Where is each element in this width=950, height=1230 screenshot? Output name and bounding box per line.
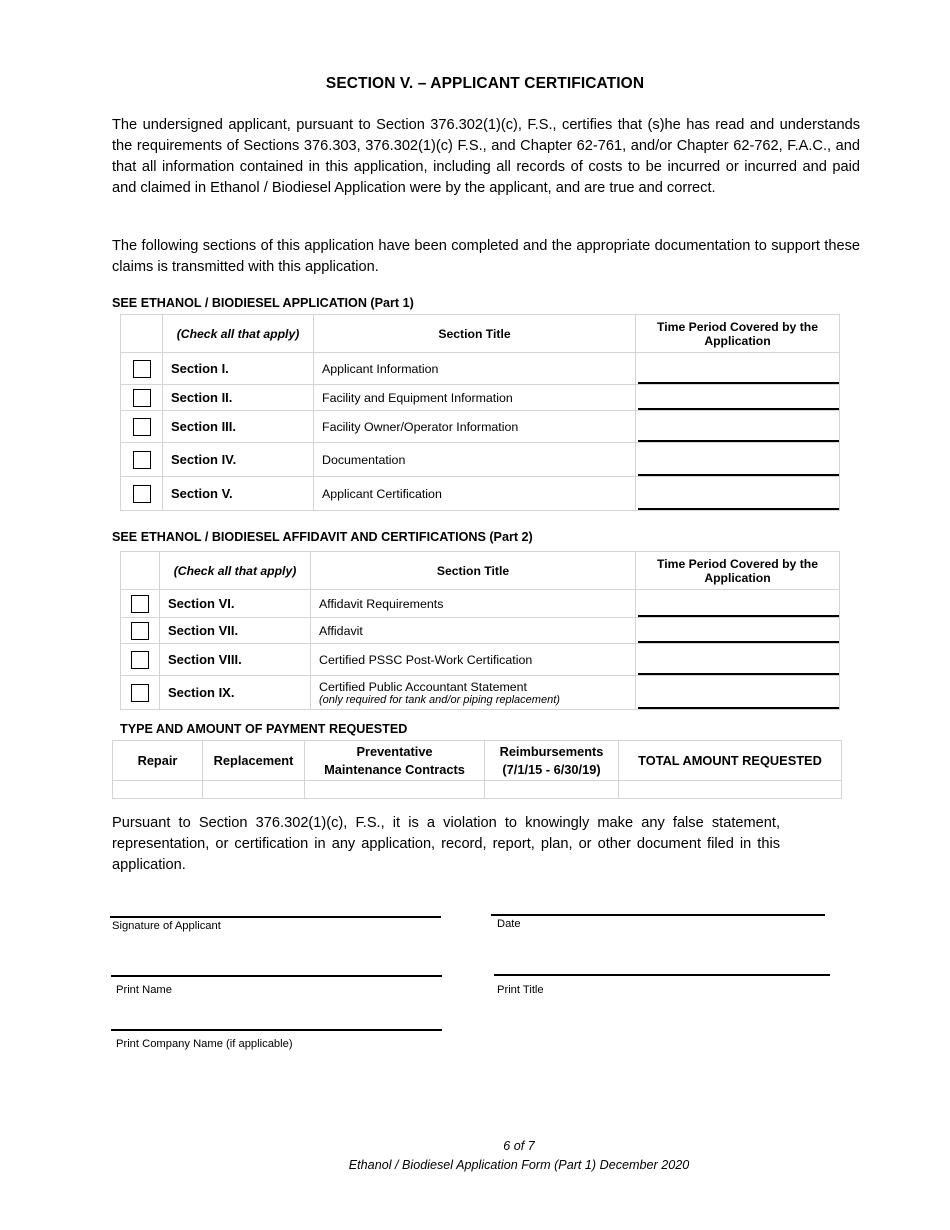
header-replacement: Replacement xyxy=(203,741,305,781)
part1-heading: SEE ETHANOL / BIODIESEL APPLICATION (Part 1) xyxy=(112,296,414,310)
section-title: Certified Public Accountant Statement xyxy=(319,679,528,694)
table-row xyxy=(121,676,840,710)
signature-line[interactable] xyxy=(110,916,441,918)
header-preventative-line1: Preventative xyxy=(356,743,433,759)
header-section-title: Section Title xyxy=(311,552,636,590)
section-label: Section IX. xyxy=(160,676,311,710)
section-title: Applicant Certification xyxy=(314,477,636,511)
date-line[interactable] xyxy=(491,914,825,916)
table-row xyxy=(121,411,840,443)
part1-header-row xyxy=(121,315,840,353)
company-name-label: Print Company Name (if applicable) xyxy=(116,1038,293,1050)
section-title: Certified PSSC Post-Work Certification xyxy=(311,644,636,676)
section-7-checkbox[interactable] xyxy=(131,622,149,640)
section-8-checkbox[interactable] xyxy=(131,651,149,669)
table-row xyxy=(121,644,840,676)
signature-label: Signature of Applicant xyxy=(112,920,221,932)
page-title: SECTION V. – APPLICANT CERTIFICATION xyxy=(325,75,645,92)
certification-paragraph: The undersigned applicant, pursuant to Section 376.302(1)(c), F.S., certifies that (s)he has read and understands the requirements of Sections 376.303, 376.302(1)(c) F.S., and Chapter 62-761, and/or Chapter 62-762, F.A.C., and that all information contained in this application, including all records of costs to be incurred or incurred and paid and claimed in Ethanol / Biodiesel Application were by the applicant, and are true and correct. xyxy=(112,117,860,196)
part1-table xyxy=(120,314,840,511)
repair-amount-field[interactable] xyxy=(113,781,203,799)
time-period-field[interactable] xyxy=(636,411,840,443)
header-time-period: Time Period Covered by the Application xyxy=(636,552,840,590)
time-period-field[interactable] xyxy=(636,618,840,644)
part2-header-row xyxy=(121,552,840,590)
total-amount-field[interactable] xyxy=(619,781,842,799)
section-6-checkbox[interactable] xyxy=(131,595,149,613)
section-label: Section VII. xyxy=(160,618,311,644)
time-period-field[interactable] xyxy=(636,443,840,477)
section-1-checkbox[interactable] xyxy=(133,360,151,378)
section-4-checkbox[interactable] xyxy=(133,451,151,469)
header-repair: Repair xyxy=(113,741,203,781)
section-label: Section VI. xyxy=(160,590,311,618)
table-row xyxy=(121,443,840,477)
preventative-amount-field[interactable] xyxy=(305,781,485,799)
payment-header-row xyxy=(113,741,842,781)
print-name-line[interactable] xyxy=(111,975,442,977)
section-title-note: (only required for tank and/or piping replacement) xyxy=(319,693,560,706)
payment-input-row xyxy=(113,781,842,799)
time-period-field[interactable] xyxy=(636,477,840,511)
table-row xyxy=(121,618,840,644)
section-label: Section I. xyxy=(163,353,314,385)
header-reimbursements-line2: (7/1/15 - 6/30/19) xyxy=(502,761,601,777)
section-label: Section V. xyxy=(163,477,314,511)
header-check: (Check all that apply) xyxy=(160,552,311,590)
header-section-title: Section Title xyxy=(314,315,636,353)
time-period-field[interactable] xyxy=(636,385,840,411)
time-period-field[interactable] xyxy=(636,590,840,618)
header-preventative-line2: Maintenance Contracts xyxy=(324,761,465,777)
header-time-period: Time Period Covered by the Application xyxy=(636,315,840,353)
section-9-checkbox[interactable] xyxy=(131,684,149,702)
header-total: TOTAL AMOUNT REQUESTED xyxy=(619,741,842,781)
time-period-field[interactable] xyxy=(636,353,840,385)
header-check: (Check all that apply) xyxy=(163,315,314,353)
header-blank xyxy=(121,552,160,590)
table-row xyxy=(121,385,840,411)
print-title-line[interactable] xyxy=(494,974,830,976)
section-title: Affidavit xyxy=(311,618,636,644)
section-title: Facility and Equipment Information xyxy=(314,385,636,411)
reimbursements-amount-field[interactable] xyxy=(485,781,619,799)
print-name-label: Print Name xyxy=(116,984,172,996)
section-label: Section VIII. xyxy=(160,644,311,676)
time-period-field[interactable] xyxy=(636,644,840,676)
section-title: Applicant Information xyxy=(314,353,636,385)
payment-table xyxy=(112,740,842,799)
header-reimbursements xyxy=(485,741,619,781)
section-2-checkbox[interactable] xyxy=(133,389,151,407)
section-label: Section III. xyxy=(163,411,314,443)
section-title-cell xyxy=(311,676,636,710)
form-footer: Ethanol / Biodiesel Application Form (Part 1) December 2020 xyxy=(348,1158,690,1172)
date-label: Date xyxy=(497,918,521,930)
documentation-paragraph: The following sections of this application have been completed and the appropriate documentation to support these claims is transmitted with this application. xyxy=(112,238,860,275)
header-preventative xyxy=(305,741,485,781)
replacement-amount-field[interactable] xyxy=(203,781,305,799)
section-label: Section II. xyxy=(163,385,314,411)
payment-heading: TYPE AND AMOUNT OF PAYMENT REQUESTED xyxy=(120,722,408,736)
section-label: Section IV. xyxy=(163,443,314,477)
company-name-line[interactable] xyxy=(111,1029,442,1031)
violation-paragraph: Pursuant to Section 376.302(1)(c), F.S., it is a violation to knowingly make any false statement, representation, or certification in any application, record, report, plan, or other document filed in this application. xyxy=(112,815,780,873)
time-period-field[interactable] xyxy=(636,676,840,710)
table-row xyxy=(121,477,840,511)
header-reimbursements-line1: Reimbursements xyxy=(499,743,604,759)
section-title: Facility Owner/Operator Information xyxy=(314,411,636,443)
page-number: 6 of 7 xyxy=(503,1139,535,1153)
table-row xyxy=(121,353,840,385)
table-row xyxy=(121,590,840,618)
print-title-label: Print Title xyxy=(497,984,544,996)
part2-heading: SEE ETHANOL / BIODIESEL AFFIDAVIT AND CERTIFICATIONS (Part 2) xyxy=(112,530,533,544)
section-title: Affidavit Requirements xyxy=(311,590,636,618)
section-title: Documentation xyxy=(314,443,636,477)
header-blank xyxy=(121,315,163,353)
section-5-checkbox[interactable] xyxy=(133,485,151,503)
section-3-checkbox[interactable] xyxy=(133,418,151,436)
part2-table xyxy=(120,551,840,710)
